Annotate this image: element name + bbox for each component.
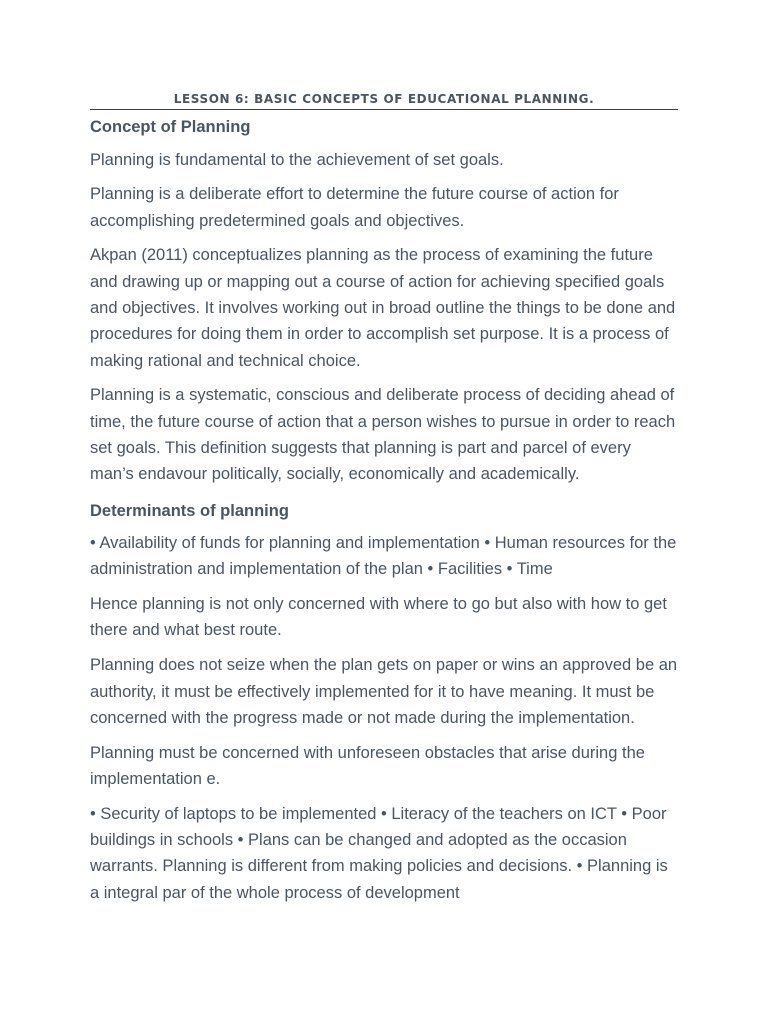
bullet-paragraph: • Availability of funds for planning and implementation • Human resources for the administration and implementation of the plan • Facilities • Time — [90, 534, 677, 579]
paragraph: Akpan (2011) conceptualizes planning as the process of examining the future and drawing up or mapping out a course of action for achieving specified goals and objectives. It involves working out in broad outline the things to be done and procedures for doing them in order to accomplish set purpose. It is a process of making rational and technical choice. — [90, 246, 676, 370]
paragraph: Planning does not seize when the plan gets on paper or wins an approved be an authority, it must be effectively implemented for it to have meaning. It must be concerned with the progress made or not made during the implementation. — [90, 656, 678, 727]
section-heading-concept: Concept of Planning — [90, 118, 251, 136]
document-page — [90, 92, 678, 906]
bullet-paragraph: • Security of laptops to be implemented • Literacy of the teachers on ICT • Poor buildings in schools • Plans can be changed and adopted as the occasion warrants. Planning is different from making policies and decisions. • Planning is a integral par of the whole process of development — [90, 804, 668, 902]
paragraph: Planning must be concerned with unforeseen obstacles that arise during the implementation e. — [90, 743, 645, 788]
section-heading-determinants: Determinants of planning — [90, 501, 289, 520]
lesson-title: LESSON 6: BASIC CONCEPTS OF EDUCATIONAL PLANNING. — [90, 92, 678, 110]
paragraph: Hence planning is not only concerned with where to go but also with how to get there and what best route. — [90, 595, 667, 640]
paragraph: Planning is a systematic, conscious and deliberate process of deciding ahead of time, the future course of action that a person wishes to pursue in order to reach set goals. This definition suggests that planning is part and parcel of every man’s endavour politically, socially, economically and academically. — [90, 386, 676, 484]
paragraph: Planning is a deliberate effort to determine the future course of action for accomplishing predetermined goals and objectives. — [90, 185, 619, 230]
paragraph: Planning is fundamental to the achievement of set goals. — [90, 150, 504, 169]
